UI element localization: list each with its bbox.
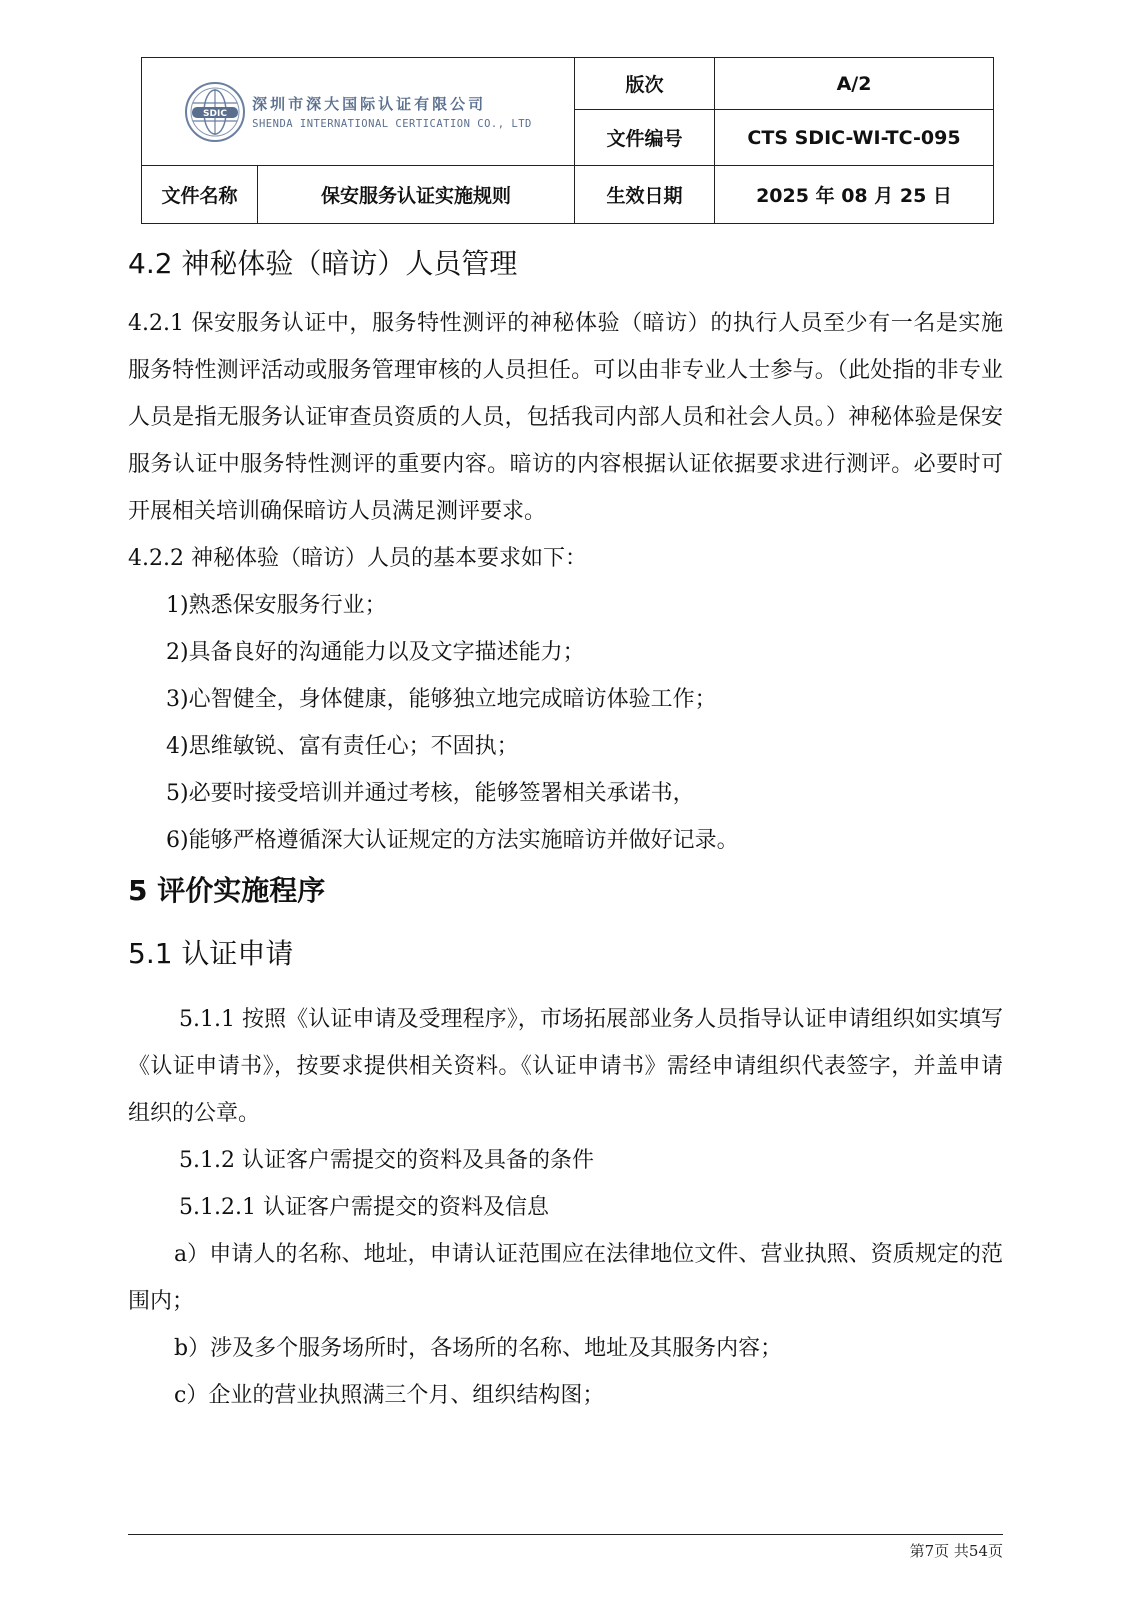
paragraph-4-2-2: 4.2.2 神秘体验（暗访）人员的基本要求如下： <box>128 546 587 571</box>
doc-name-value: 保安服务认证实施规则 <box>258 166 575 224</box>
requirement-item: 4)思维敏锐、富有责任心；不固执； <box>166 734 519 759</box>
requirement-item: 3)心智健全，身体健康，能够独立地完成暗访体验工作； <box>166 687 717 712</box>
section-heading-5: 5 评价实施程序 <box>128 874 326 907</box>
footer-divider <box>128 1534 1003 1535</box>
paragraph-5-1-2: 5.1.2 认证客户需提交的资料及具备的条件 <box>179 1148 594 1173</box>
requirement-item: 5)必要时接受培训并通过考核，能够签署相关承诺书， <box>166 781 695 806</box>
list-item-b: b）涉及多个服务场所时，各场所的名称、地址及其服务内容； <box>174 1336 783 1361</box>
requirement-item: 2)具备良好的沟通能力以及文字描述能力； <box>166 640 585 665</box>
section-heading-4-2: 4.2 神秘体验（暗访）人员管理 <box>128 247 518 280</box>
doc-no-label: 文件编号 <box>575 110 715 166</box>
requirement-item: 6)能够严格遵循深大认证规定的方法实施暗访并做好记录。 <box>166 828 739 853</box>
company-logo-cell <box>142 58 575 166</box>
requirement-item: 1)熟悉保安服务行业； <box>166 593 387 618</box>
effective-date-label: 生效日期 <box>575 166 715 224</box>
document-header-table <box>141 57 994 224</box>
effective-date-value: 2025 年 08 月 25 日 <box>715 166 994 224</box>
paragraph-5-1-1: 5.1.1 按照《认证申请及受理程序》，市场拓展部业务人员指导认证申请组织如实填写《认证申请书》，按要求提供相关资料。《认证申请书》需经申请组织代表签字，并盖申请组织的公章。 <box>128 1007 1003 1126</box>
sdic-globe-logo-icon <box>184 81 246 143</box>
list-item-a: a）申请人的名称、地址，申请认证范围应在法律地位文件、营业执照、资质规定的范围内； <box>128 1242 1003 1314</box>
version-value: A/2 <box>715 58 994 110</box>
page-number: 第7页 共54页 <box>909 1542 1003 1560</box>
company-name-cn: 深圳市深大国际认证有限公司 <box>252 95 487 113</box>
paragraph-5-1-2-1: 5.1.2.1 认证客户需提交的资料及信息 <box>179 1195 549 1220</box>
doc-no-value: CTS SDIC-WI-TC-095 <box>715 110 994 166</box>
company-name-en: SHENDA INTERNATIONAL CERTICATION CO., LTD <box>252 118 532 130</box>
list-item-c: c）企业的营业执照满三个月、组织结构图； <box>174 1383 605 1408</box>
version-label: 版次 <box>575 58 715 110</box>
doc-name-label: 文件名称 <box>142 166 258 224</box>
section-heading-5-1: 5.1 认证申请 <box>128 937 294 970</box>
paragraph-4-2-1: 4.2.1 保安服务认证中，服务特性测评的神秘体验（暗访）的执行人员至少有一名是实施服务特性测评活动或服务管理审核的人员担任。可以由非专业人士参与。（此处指的非专业人员是指无服务认证审查员资质的人员，包括我司内部人员和社会人员。）神秘体验是保安服务认证中服务特性测评的重要内容。暗访的内容根据认证依据要求进行测评。必要时可开展相关培训确保暗访人员满足测评要求。 <box>128 311 1003 524</box>
document-body <box>128 236 1003 1419</box>
svg-text:SDIC: SDIC <box>203 108 228 119</box>
